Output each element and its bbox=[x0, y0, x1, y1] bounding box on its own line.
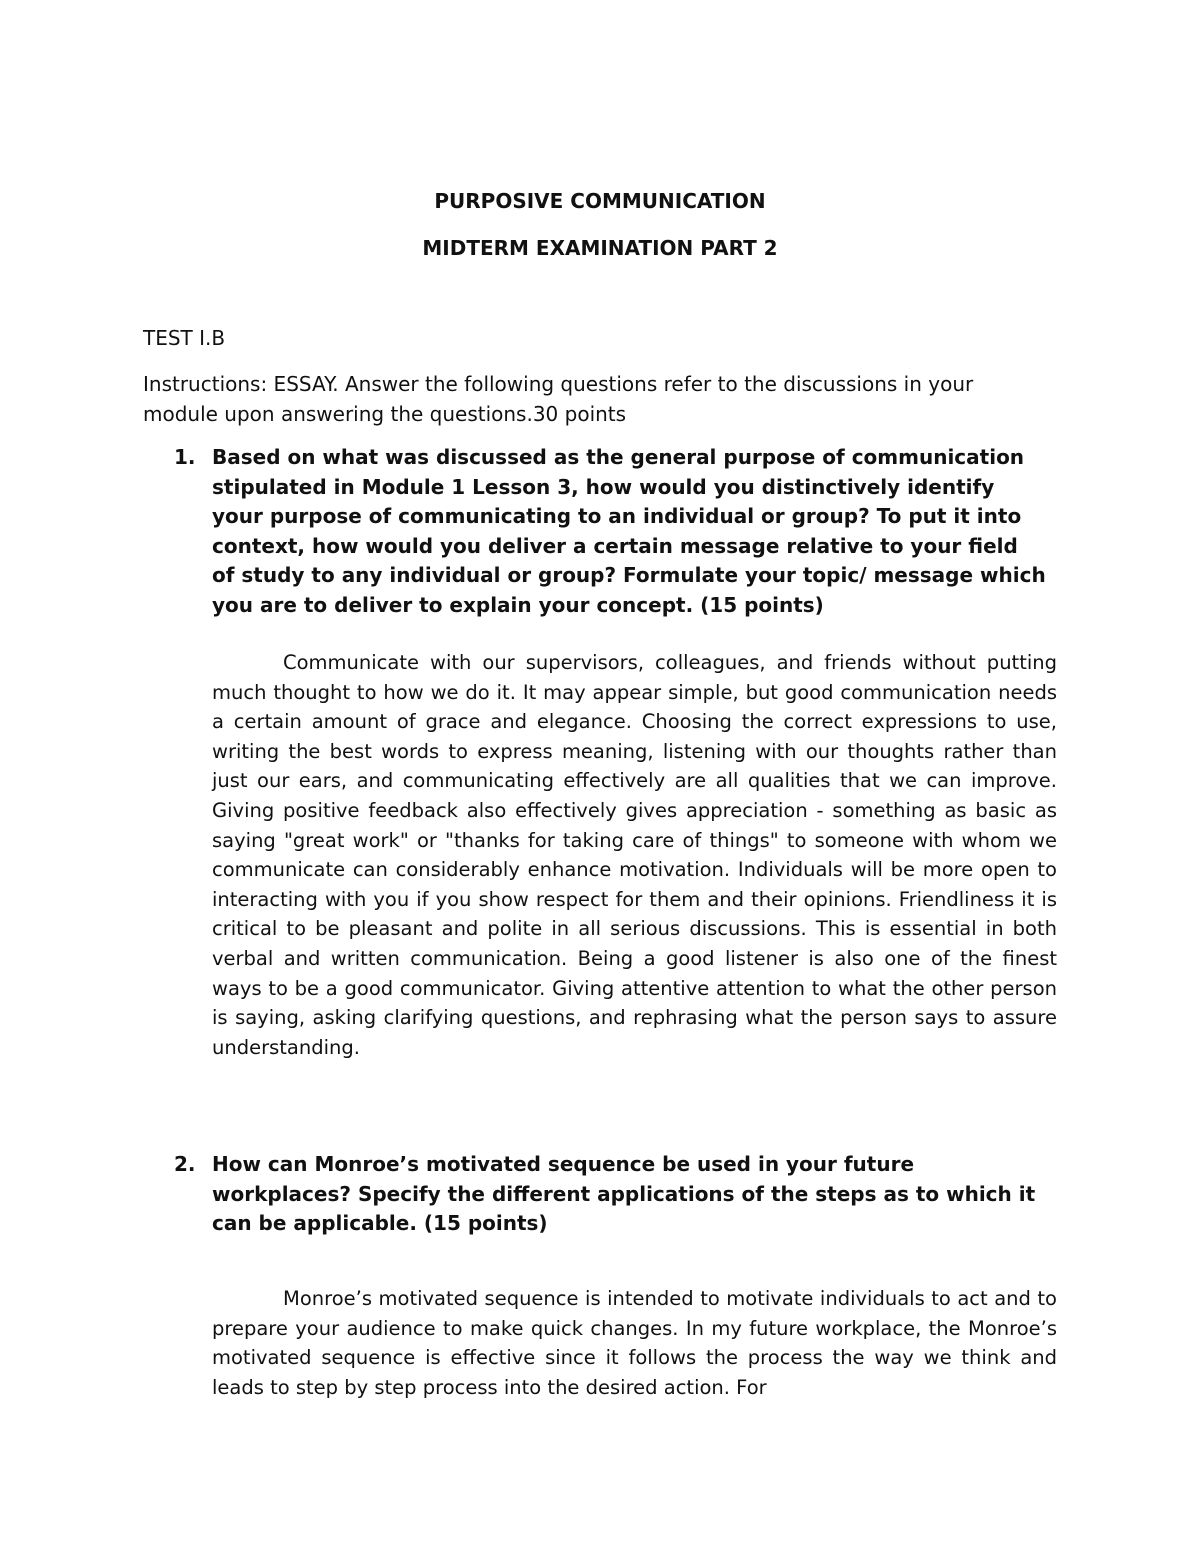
question-2-text: How can Monroe’s motivated sequence be used in your future workplaces? Specify the different applications of the steps as to which it can be applicable. (15 points) bbox=[212, 1152, 1036, 1235]
question-1-number: 1. bbox=[174, 445, 196, 469]
document-title: PURPOSIVE COMMUNICATION bbox=[434, 189, 766, 213]
answer-1-paragraph: Communicate with our supervisors, colleagues, and friends without putting much thought to how we do it. It may appear simple, but good communication needs a certain amount of grace and elegance. Choosing the correct expressions to use, writing the best words to express meaning, listening with our thoughts rather than just our ears, and communicating effectively are all qualities that we can improve. Giving positive feedback also effectively gives appreciation - something as basic as saying "great work" or "thanks for taking care of things" to someone with whom we communicate can considerably enhance motivation. Individuals will be more open to interacting with you if you show respect for them and their opinions. Friendliness it is critical to be pleasant and polite in all serious discussions. This is essential in both verbal and written communication. Being a good listener is also one of the finest ways to be a good communicator. Giving attentive attention to what the other person is saying, asking clarifying questions, and rephrasing what the person says to assure understanding. bbox=[212, 651, 1057, 1059]
question-2-number: 2. bbox=[174, 1152, 196, 1176]
test-label: TEST I.B bbox=[143, 326, 226, 350]
answer-2-paragraph: Monroe’s motivated sequence is intended to motivate individuals to act and to prepare your audience to make quick changes. In my future workplace, the Monroe’s motivated sequence is effective since it follows the process the way we think and leads to step by step process into the desired action. For bbox=[212, 1287, 1057, 1399]
document-subtitle: MIDTERM EXAMINATION PART 2 bbox=[422, 236, 778, 260]
question-1-text: Based on what was discussed as the general purpose of communication stipulated in Module 1 Lesson 3, how would you distinctively identify your purpose of communicating to an individual or group? To put it into context, how would you deliver a certain message relative to your field of study to any individual or group? Formulate your topic/ message which you are to deliver to explain your concept. (15 points) bbox=[212, 445, 1046, 617]
instructions-paragraph: Instructions: ESSAY. Answer the following questions refer to the discussions in your module upon answering the questions.30 points bbox=[143, 372, 974, 426]
